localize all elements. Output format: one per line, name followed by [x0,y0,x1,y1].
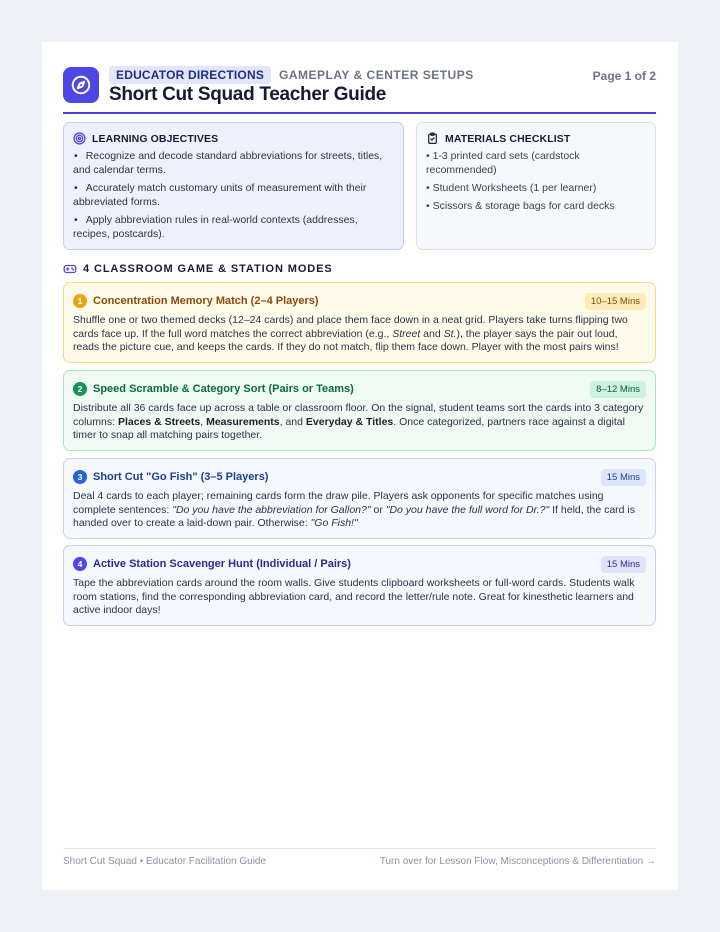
materials-heading-label: MATERIALS CHECKLIST [445,132,571,145]
material-item: • Scissors & storage bags for card decks [426,200,615,212]
guide-page [42,42,678,890]
material-item: • Student Worksheets (1 per learner) [426,182,597,194]
objective-item: • Apply abbreviation rules in real-world contexts (addresses, recipes, postcards). [73,214,358,240]
gamepad-icon [63,262,77,276]
modes-section-heading [63,262,333,276]
mode-title: Active Station Scavenger Hunt (Individual / Pairs) [93,558,351,570]
objective-item: • Recognize and decode standard abbreviations for streets, titles, and calendar terms. [73,150,383,176]
mode-number-badge: 1 [73,294,87,308]
time-badge: 8–12 Mins [590,381,646,398]
mode-number-badge: 2 [73,382,87,396]
target-icon [73,132,86,145]
page-header [63,66,656,114]
mode-title: Short Cut "Go Fish" (3–5 Players) [93,471,269,483]
materials-heading [426,132,646,145]
mode-description: Distribute all 36 cards face up across a table or classroom floor. On the signal, student teams sort the cards into 3 category columns: Places & Streets, Measurements, and Everyday & Titles. Once categorized, partners race against a digital timer to snap all matching pairs together. [73,402,644,441]
footer-left-text: Short Cut Squad • Educator Facilitation Guide [63,856,267,867]
header-subtitle: GAMEPLAY & CENTER SETUPS [279,68,474,82]
time-badge: 10–15 Mins [585,293,646,310]
material-item: • 1-3 printed card sets (cardstock recommended) [426,150,580,176]
modes-heading-label: 4 CLASSROOM GAME & STATION MODES [83,263,333,275]
materials-list [426,149,646,213]
mode-card-memory-match [63,282,656,363]
header-kicker [109,66,474,84]
mode-card-go-fish [63,458,656,539]
page-title: Short Cut Squad Teacher Guide [109,84,387,105]
mode-number-badge: 3 [73,470,87,484]
learning-objectives-panel [63,122,404,250]
objectives-heading [73,132,394,145]
mode-card-speed-scramble [63,370,656,451]
objective-item: • Accurately match customary units of measurement with their abbreviated forms. [73,182,367,208]
clipboard-icon [426,132,439,145]
page-number: Page 1 of 2 [592,69,656,83]
mode-title: Concentration Memory Match (2–4 Players) [93,295,319,307]
objectives-list [73,149,394,241]
compass-icon [63,67,99,103]
mode-number-badge: 4 [73,557,87,571]
mode-card-scavenger-hunt [63,545,656,626]
page-footer [63,848,656,867]
objectives-heading-label: LEARNING OBJECTIVES [92,132,219,145]
footer-right-text: Turn over for Lesson Flow, Misconceptions & Differentiation → [379,856,656,867]
directions-pill: EDUCATOR DIRECTIONS [109,66,271,84]
time-badge: 15 Mins [601,469,646,486]
time-badge: 15 Mins [601,556,646,573]
mode-description: Shuffle one or two themed decks (12–24 cards) and place them face down in a neat grid. Players take turns flipping two cards face up. If the full word matches the correct abbreviation (e.g., Street and St.), the player says the pair out loud, reads the picture cue, and keeps the cards. If they do not match, flip them face down. Player with the most pairs wins! [73,314,628,353]
mode-description: Tape the abbreviation cards around the room walls. Give students clipboard worksheets or full-word cards. Students walk room stations, find the corresponding abbreviation card, and record the letter/rule note. Great for kinesthetic learners and active indoor days! [73,577,635,616]
mode-description: Deal 4 cards to each player; remaining cards form the draw pile. Players ask opponents for specific matches using complete sentences: "Do you have the abbreviation for Gallon?" or "Do you have the full word for Dr.?" If held, the card is handed over to create a laid-down pair. Otherwise: "Go Fish!" [73,490,636,529]
mode-title: Speed Scramble & Category Sort (Pairs or Teams) [93,383,354,395]
materials-checklist-panel [416,122,656,250]
